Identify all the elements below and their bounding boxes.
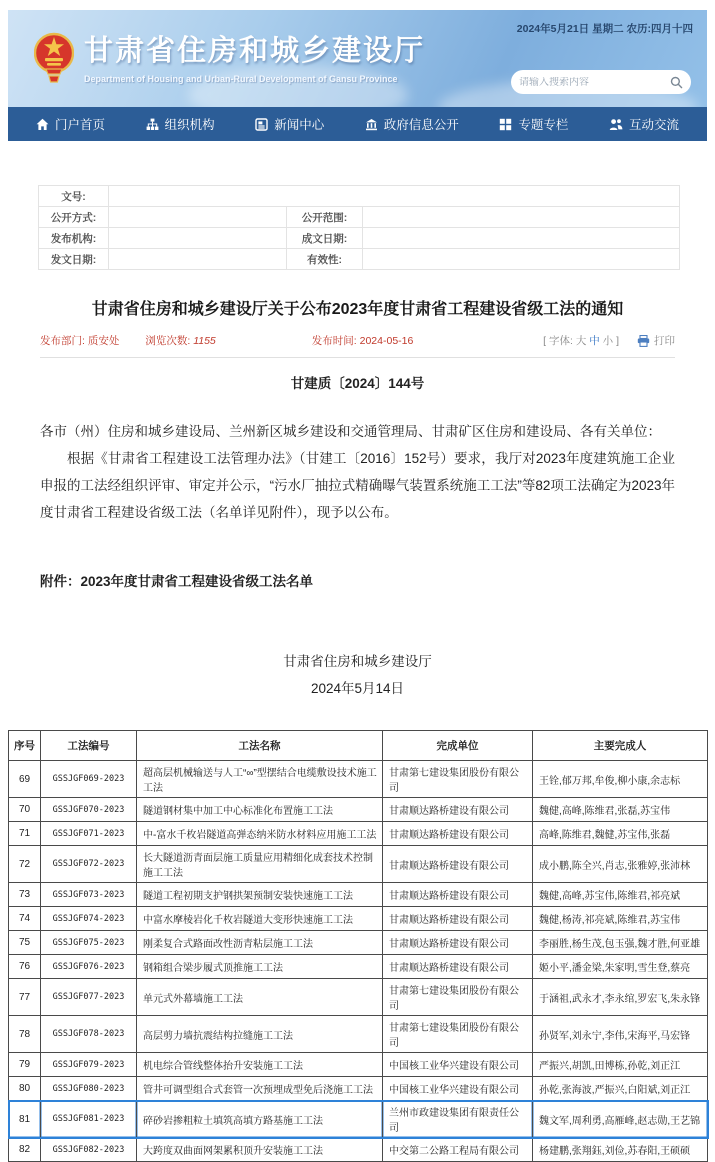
- meta-value-doc-no: [109, 186, 680, 207]
- publish-dept-label: 发布部门:: [40, 335, 85, 347]
- nav-label: 互动交流: [628, 118, 679, 132]
- cell-seq: 76: [9, 955, 41, 979]
- site-brand: [84, 28, 425, 84]
- cell-seq: 80: [9, 1077, 41, 1101]
- signature-date: 2024年5月14日: [310, 681, 405, 696]
- cell-code: GSSJGF070-2023: [41, 798, 137, 822]
- header-unit: 完成单位: [383, 731, 533, 761]
- method-list-table: [8, 730, 708, 1162]
- grid-icon: [499, 118, 512, 131]
- header-name: 工法名称: [137, 731, 383, 761]
- national-emblem-logo[interactable]: [34, 27, 74, 89]
- cell-unit: 甘肃第七建设集团股份有限公司: [383, 761, 533, 798]
- view-count-value: 1155: [193, 335, 216, 347]
- cell-code: GSSJGF082-2023: [41, 1138, 137, 1162]
- cell-name: 单元式外幕墙施工工法: [137, 979, 383, 1016]
- cell-seq: 71: [9, 822, 41, 846]
- cell-people: 孙贤军,刘永宁,李伟,宋海平,马宏锋: [533, 1016, 708, 1053]
- cell-people: 孙乾,张海波,严振兴,白阳斌,刘正江: [533, 1077, 708, 1101]
- cell-seq: 69: [9, 761, 41, 798]
- nav-item-news[interactable]: [255, 115, 324, 133]
- table-row[interactable]: [9, 1016, 708, 1053]
- cell-code: GSSJGF081-2023: [41, 1101, 137, 1138]
- font-size-control: [543, 333, 619, 348]
- meta-row: [39, 228, 680, 249]
- table-row[interactable]: [9, 955, 708, 979]
- home-icon: [36, 118, 49, 131]
- cell-name: 隧道工程初期支护钢拱架预制安装快速施工工法: [137, 883, 383, 907]
- attachment-line: 附件：2023年度甘肃省工程建设省级工法名单: [40, 574, 314, 589]
- cell-seq: 77: [9, 979, 41, 1016]
- nav-item-gov-info[interactable]: [365, 115, 459, 133]
- meta-label: 发布机构:: [39, 228, 109, 249]
- header-people: 主要完成人: [533, 731, 708, 761]
- news-icon: [255, 118, 268, 131]
- font-small-button[interactable]: 小: [602, 335, 614, 347]
- table-row[interactable]: [9, 883, 708, 907]
- cell-seq: 81: [9, 1101, 41, 1138]
- cell-unit: 甘肃顺达路桥建设有限公司: [383, 955, 533, 979]
- cell-people: 成小鹏,陈全兴,肖志,张雅婷,张沛林: [533, 846, 708, 883]
- table-row[interactable]: [9, 931, 708, 955]
- salutation: 各市（州）住房和城乡建设局、兰州新区城乡建设和交通管理局、甘肃矿区住房和建设局、各有关单位：: [40, 424, 661, 439]
- meta-value: [109, 228, 287, 249]
- cell-people: 高峰,陈维君,魏健,苏宝伟,张磊: [533, 822, 708, 846]
- cell-people: 于涵祖,武永才,李永绾,罗宏飞,朱永锋: [533, 979, 708, 1016]
- cell-unit: 甘肃顺达路桥建设有限公司: [383, 883, 533, 907]
- cell-name: 刚柔复合式路面改性沥青粘层施工工法: [137, 931, 383, 955]
- cell-people: 魏健,高峰,陈维君,张磊,苏宝伟: [533, 798, 708, 822]
- cell-seq: 73: [9, 883, 41, 907]
- article-title: 甘肃省住房和城乡建设厅关于公布2023年度甘肃省工程建设省级工法的通知: [91, 301, 624, 318]
- cell-unit: 甘肃顺达路桥建设有限公司: [383, 798, 533, 822]
- cell-name: 超高层机械输送与人工“∞”型摆结合电缆敷设技术施工工法: [137, 761, 383, 798]
- table-row[interactable]: [9, 979, 708, 1016]
- publish-dept-value: 质安处: [87, 335, 120, 347]
- org-chart-icon: [146, 118, 159, 131]
- printer-icon: [637, 335, 650, 347]
- cell-name: 钢箱组合梁步履式顶推施工工法: [137, 955, 383, 979]
- cell-code: GSSJGF077-2023: [41, 979, 137, 1016]
- cell-unit: 甘肃第七建设集团股份有限公司: [383, 979, 533, 1016]
- cell-code: GSSJGF078-2023: [41, 1016, 137, 1053]
- site-subtitle-en: Department of Housing and Urban-Rural Development of Gansu Province: [84, 74, 398, 84]
- date-line: 2024年5月21日 星期二 农历:四月十四: [516, 23, 693, 35]
- font-large-button[interactable]: 大: [575, 335, 587, 347]
- table-row[interactable]: [9, 822, 708, 846]
- header-seq: 序号: [9, 731, 41, 761]
- cell-name: 大跨度双曲面网架累积顶升安装施工工法: [137, 1138, 383, 1162]
- cell-seq: 79: [9, 1053, 41, 1077]
- cell-name: 管井可调型组合式套管一次预埋成型免后浇施工工法: [137, 1077, 383, 1101]
- table-row[interactable]: [9, 1101, 708, 1138]
- document-number: 甘建质〔2024〕144号: [290, 376, 425, 391]
- cell-unit: 甘肃顺达路桥建设有限公司: [383, 822, 533, 846]
- print-button[interactable]: [637, 333, 675, 348]
- cell-name: 中-富水千枚岩隧道高弹态纳米防水材料应用施工工法: [137, 822, 383, 846]
- site-title: 甘肃省住房和城乡建设厅: [84, 35, 426, 67]
- main-nav: [8, 107, 707, 141]
- signature-block: [0, 648, 715, 702]
- table-row[interactable]: [9, 907, 708, 931]
- meta-row: [39, 249, 680, 270]
- search-box[interactable]: [511, 70, 691, 94]
- cell-name: 隧道钢材集中加工中心标准化布置施工工法: [137, 798, 383, 822]
- cell-code: GSSJGF072-2023: [41, 846, 137, 883]
- gov-bank-icon: [365, 118, 378, 131]
- meta-label: 公开方式:: [39, 207, 109, 228]
- cell-seq: 70: [9, 798, 41, 822]
- print-label: 打印: [654, 335, 675, 347]
- cell-seq: 75: [9, 931, 41, 955]
- cell-name: 机电综合管线整体抬升安装施工工法: [137, 1053, 383, 1077]
- meta-row: [39, 207, 680, 228]
- table-row[interactable]: [9, 1138, 708, 1162]
- meta-value: [363, 207, 680, 228]
- meta-label-doc-no: 文号:: [39, 186, 109, 207]
- meta-row-doc-no: [39, 186, 680, 207]
- meta-label: 有效性:: [287, 249, 363, 270]
- font-size-suffix: ]: [616, 335, 619, 347]
- search-icon[interactable]: [670, 76, 683, 89]
- meta-value: [109, 207, 287, 228]
- cell-code: GSSJGF076-2023: [41, 955, 137, 979]
- publish-time-label: 发布时间:: [311, 335, 357, 347]
- meta-label: 成文日期:: [287, 228, 363, 249]
- nav-item-home[interactable]: [36, 115, 105, 133]
- nav-label: 专题专栏: [518, 118, 569, 132]
- cell-people: 魏健,杨涛,祁亮斌,陈维君,苏宝伟: [533, 907, 708, 931]
- nav-label: 新闻中心: [274, 118, 325, 132]
- cell-people: 严振兴,胡凯,田博栋,孙乾,刘正江: [533, 1053, 708, 1077]
- cell-code: GSSJGF069-2023: [41, 761, 137, 798]
- cell-people: 杨建鹏,张翔鈺,刘俭,苏春阳,王硕硕: [533, 1138, 708, 1162]
- nav-label: 政府信息公开: [383, 118, 459, 132]
- cell-people: 王铨,郁万邦,牟俊,柳小康,余志标: [533, 761, 708, 798]
- cell-code: GSSJGF080-2023: [41, 1077, 137, 1101]
- cell-seq: 78: [9, 1016, 41, 1053]
- cell-code: GSSJGF079-2023: [41, 1053, 137, 1077]
- table-row[interactable]: [9, 798, 708, 822]
- table-header-row: [9, 731, 708, 761]
- cell-unit: 中国核工业华兴建设有限公司: [383, 1053, 533, 1077]
- cell-seq: 74: [9, 907, 41, 931]
- cell-people: 魏健,高峰,苏宝伟,陈维君,祁亮斌: [533, 883, 708, 907]
- font-size-prefix: [ 字体:: [543, 335, 573, 347]
- cell-name: 长大隧道沥青面层施工质量应用精细化成套技术控制施工工法: [137, 846, 383, 883]
- cell-name: 高层剪力墙抗震结构拉缝施工工法: [137, 1016, 383, 1053]
- cell-code: GSSJGF073-2023: [41, 883, 137, 907]
- publish-time-value: 2024-05-16: [359, 335, 414, 347]
- document-meta-table: [38, 185, 680, 270]
- header-code: 工法编号: [41, 731, 137, 761]
- cell-unit: 兰州市政建设集团有限责任公司: [383, 1101, 533, 1138]
- search-input[interactable]: [519, 77, 670, 88]
- font-medium-button[interactable]: 中: [589, 335, 600, 347]
- signature-org: 甘肃省住房和城乡建设厅: [283, 654, 432, 669]
- cell-name: 中富水摩棱岩化千枚岩隧道大变形快速施工工法: [137, 907, 383, 931]
- cell-name: 碎砂岩掺粗粒土填筑高填方路基施工工法: [137, 1101, 383, 1138]
- meta-label: 公开范围:: [287, 207, 363, 228]
- cell-code: GSSJGF071-2023: [41, 822, 137, 846]
- cell-seq: 72: [9, 846, 41, 883]
- table-row[interactable]: [9, 1053, 708, 1077]
- cell-people: 姬小平,潘金梁,朱家明,雪生登,蔡亮: [533, 955, 708, 979]
- view-count: [145, 333, 215, 348]
- table-row[interactable]: [9, 846, 708, 883]
- nav-item-organization[interactable]: [146, 115, 215, 133]
- meta-value: [363, 249, 680, 270]
- people-icon: [609, 118, 623, 131]
- meta-value: [363, 228, 680, 249]
- cell-seq: 82: [9, 1138, 41, 1162]
- cell-unit: 中国核工业华兴建设有限公司: [383, 1077, 533, 1101]
- nav-label: 门户首页: [55, 118, 106, 132]
- cell-unit: 甘肃第七建设集团股份有限公司: [383, 1016, 533, 1053]
- cell-people: 魏文军,周利勇,高雁峰,赵志勋,王艺锦: [533, 1101, 708, 1138]
- publish-time: [312, 333, 414, 348]
- table-row[interactable]: [9, 1077, 708, 1101]
- publish-dept: [40, 333, 119, 348]
- meta-value: [109, 249, 287, 270]
- table-row[interactable]: [9, 761, 708, 798]
- cell-code: GSSJGF074-2023: [41, 907, 137, 931]
- nav-label: 组织机构: [164, 118, 215, 132]
- article-meta-bar: [40, 333, 675, 348]
- view-count-label: 浏览次数:: [145, 335, 191, 347]
- site-banner: [8, 10, 707, 107]
- nav-item-interaction[interactable]: [609, 115, 679, 133]
- method-table-body: [9, 761, 708, 1162]
- divider: [40, 357, 675, 358]
- body-paragraph: 根据《甘肃省工程建设工法管理办法》（甘建工〔2016〕152号）要求，我厅对2023年度建筑施工企业申报的工法经组织评审、审定并公示，“污水厂抽拉式精确曝气装置系统施工工法”等82项工法确定为2023年度甘肃省工程建设省级工法（名单详见附件），现予以公布。: [40, 451, 675, 520]
- cell-unit: 中交第二公路工程局有限公司: [383, 1138, 533, 1162]
- meta-label: 发文日期:: [39, 249, 109, 270]
- cell-unit: 甘肃顺达路桥建设有限公司: [383, 846, 533, 883]
- cell-code: GSSJGF075-2023: [41, 931, 137, 955]
- cell-unit: 甘肃顺达路桥建设有限公司: [383, 907, 533, 931]
- article-body: [40, 418, 675, 526]
- nav-item-special-topics[interactable]: [499, 115, 568, 133]
- cell-people: 李丽胜,杨生茂,包玉强,魏才胜,何亚雄: [533, 931, 708, 955]
- cell-unit: 甘肃顺达路桥建设有限公司: [383, 931, 533, 955]
